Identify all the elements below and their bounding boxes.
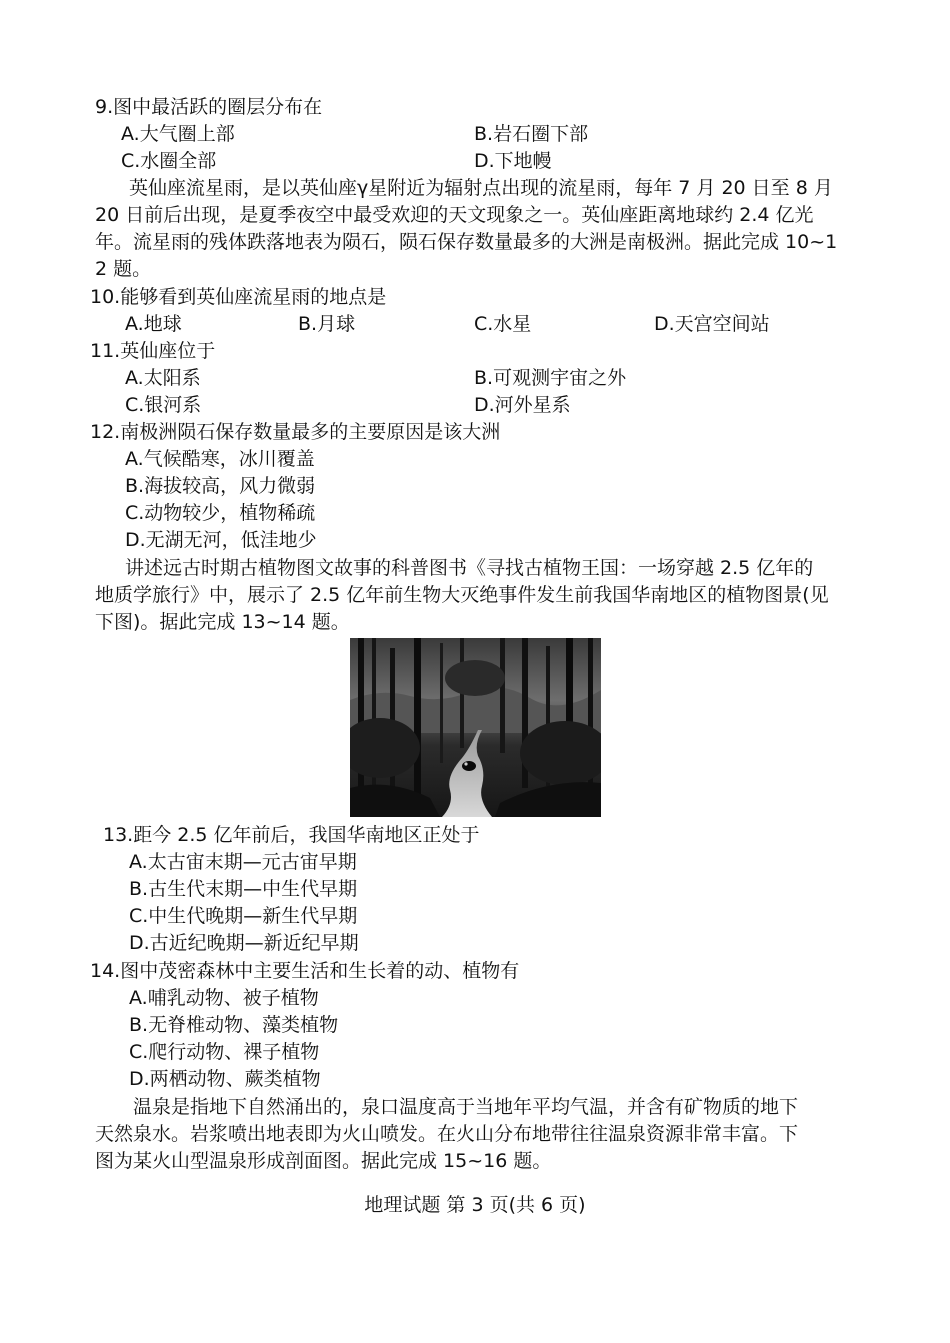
passage1-line-2: 20 日前后出现，是夏季夜空中最受欢迎的天文现象之一。英仙座距离地球约 2.4 亿光 [95,204,814,226]
passage3-line-2: 天然泉水。岩浆喷出地表即为火山喷发。在火山分布地带往往温泉资源非常丰富。下 [95,1123,799,1145]
q11-option-a: A.太阳系 [125,367,201,389]
q10-option-a: A.地球 [125,313,182,335]
q12-option-b: B.海拔较高，风力微弱 [125,475,316,497]
q11-stem: 11.英仙座位于 [90,340,216,362]
q12-stem: 12.南极洲陨石保存数量最多的主要原因是该大洲 [90,421,501,443]
ancient-forest-illustration [350,638,601,817]
q9-option-b: B.岩石圈下部 [474,123,589,145]
q12-option-a: A.气候酷寒，冰川覆盖 [125,448,315,470]
passage2-line-1: 讲述远古时期古植物图文故事的科普图书《寻找古植物王国：一场穿越 2.5 亿年的 [125,557,814,579]
q14-option-b: B.无脊椎动物、藻类植物 [129,1014,339,1036]
q13-option-a: A.太古宙末期—元古宙早期 [129,851,357,873]
passage3-line-1: 温泉是指地下自然涌出的，泉口温度高于当地年平均气温，并含有矿物质的地下 [133,1096,799,1118]
passage3-line-3: 图为某火山型温泉形成剖面图。据此完成 15~16 题。 [95,1150,552,1172]
passage2-line-3: 下图)。据此完成 13~14 题。 [95,611,350,633]
passage2-line-2: 地质学旅行》中，展示了 2.5 亿年前生物大灭绝事件发生前我国华南地区的植物图景(见 [95,584,829,606]
q12-option-d: D.无湖无河，低洼地少 [125,529,317,551]
q14-stem: 14.图中茂密森林中主要生活和生长着的动、植物有 [90,960,520,982]
q9-option-a: A.大气圈上部 [121,123,235,145]
q13-option-c: C.中生代晚期—新生代早期 [129,905,358,927]
q11-option-b: B.可观测宇宙之外 [474,367,627,389]
page-footer: 地理试题 第 3 页(共 6 页) [364,1194,586,1216]
q10-option-d: D.天宫空间站 [654,313,770,335]
q13-option-b: B.古生代末期—中生代早期 [129,878,358,900]
q9-stem: 9.图中最活跃的圈层分布在 [95,96,323,118]
q14-option-c: C.爬行动物、裸子植物 [129,1041,320,1063]
passage1-line-1: 英仙座流星雨，是以英仙座γ星附近为辐射点出现的流星雨，每年 7 月 20 日至 8 月 [129,177,833,199]
q13-stem: 13.距今 2.5 亿年前后，我国华南地区正处于 [103,824,480,846]
q13-option-d: D.古近纪晚期—新近纪早期 [129,932,359,954]
q14-option-d: D.两栖动物、蕨类植物 [129,1068,321,1090]
q9-option-d: D.下地幔 [474,150,552,172]
q10-option-c: C.水星 [474,313,532,335]
q11-option-c: C.银河系 [125,394,202,416]
ancient-forest-figure [350,638,601,817]
q9-option-c: C.水圈全部 [121,150,217,172]
q14-option-a: A.哺乳动物、被子植物 [129,987,319,1009]
passage1-line-4: 2 题。 [95,258,152,280]
q10-stem: 10.能够看到英仙座流星雨的地点是 [90,286,387,308]
q12-option-c: C.动物较少，植物稀疏 [125,502,316,524]
passage1-line-3: 年。流星雨的残体跌落地表为陨石，陨石保存数量最多的大洲是南极洲。据此完成 10~1 [95,231,838,253]
q10-option-b: B.月球 [298,313,356,335]
q11-option-d: D.河外星系 [474,394,571,416]
